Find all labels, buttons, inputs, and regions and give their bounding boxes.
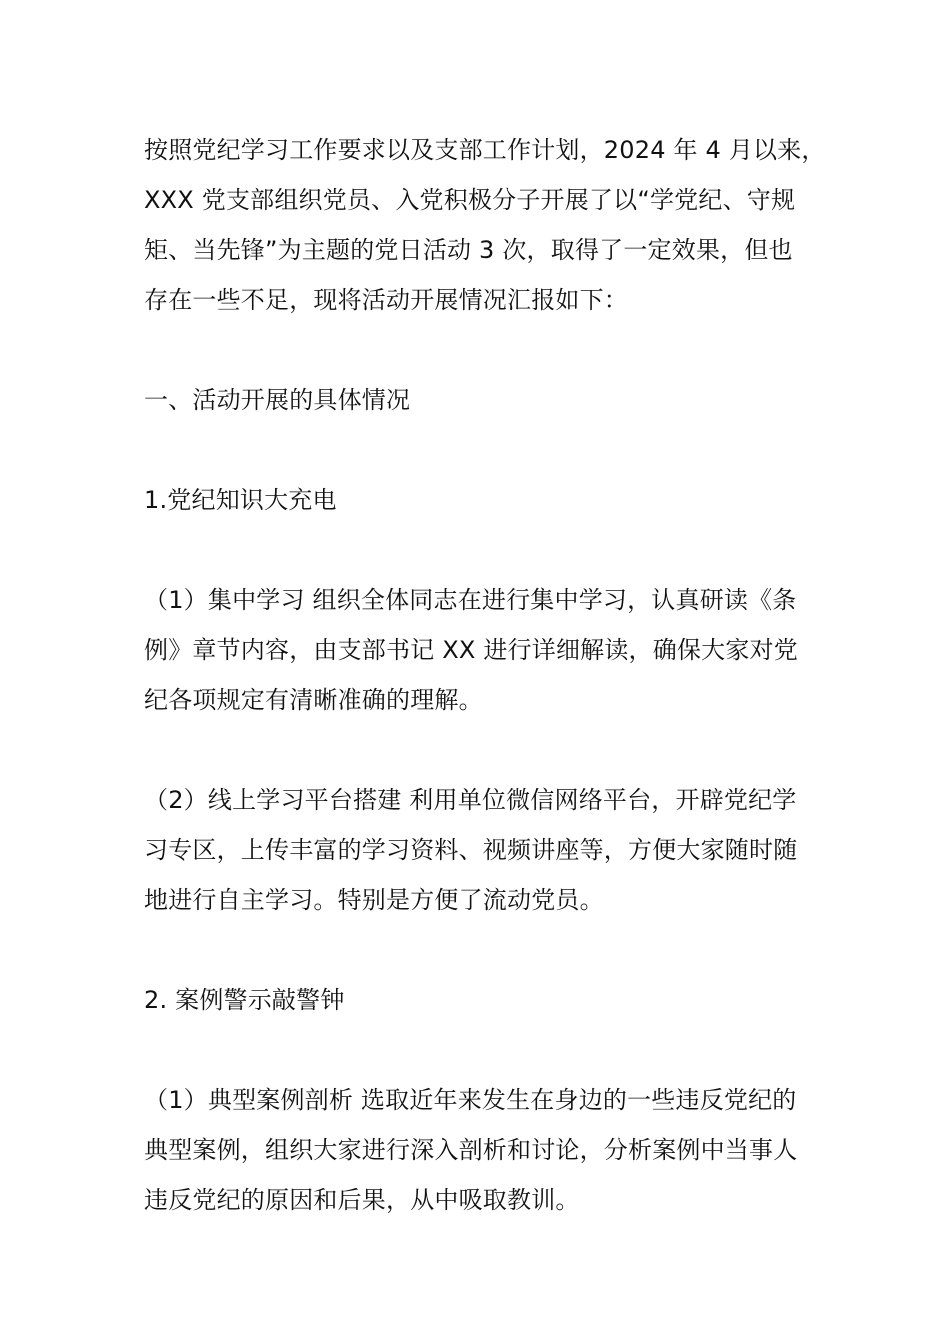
paragraph-line: 矩、当先锋”为主题的党日活动 3 次，取得了一定效果，但也 — [144, 236, 793, 264]
paragraph-line: 习专区，上传丰富的学习资料、视频讲座等，方便大家随时随 — [144, 836, 798, 864]
paragraph-line: 典型案例，组织大家进行深入剖析和讨论，分析案例中当事人 — [144, 1136, 798, 1164]
subsection-heading: 2. 案例警示敲警钟 — [144, 986, 345, 1014]
paragraph-line: 存在一些不足，现将活动开展情况汇报如下： — [144, 286, 628, 314]
paragraph-line: （1）集中学习 组织全体同志在进行集中学习，认真研读《条 — [144, 586, 797, 614]
paragraph-line: 纪各项规定有清晰准确的理解。 — [144, 686, 483, 714]
paragraph-line: XXX 党支部组织党员、入党积极分子开展了以“学党纪、守规 — [144, 186, 796, 214]
paragraph-line: 地进行自主学习。特别是方便了流动党员。 — [144, 886, 604, 914]
paragraph-line: （1）典型案例剖析 选取近年来发生在身边的一些违反党纪的 — [144, 1086, 797, 1114]
subsection-heading: 1.党纪知识大充电 — [144, 486, 337, 514]
paragraph-line: （2）线上学习平台搭建 利用单位微信网络平台，开辟党纪学 — [144, 786, 797, 814]
paragraph-line: 按照党纪学习工作要求以及支部工作计划，2024 年 4 月以来， — [144, 136, 826, 164]
section-heading: 一、活动开展的具体情况 — [144, 386, 411, 414]
paragraph-line: 违反党纪的原因和后果，从中吸取教训。 — [144, 1186, 580, 1214]
paragraph-line: 例》章节内容，由支部书记 XX 进行详细解读，确保大家对党 — [144, 636, 798, 664]
